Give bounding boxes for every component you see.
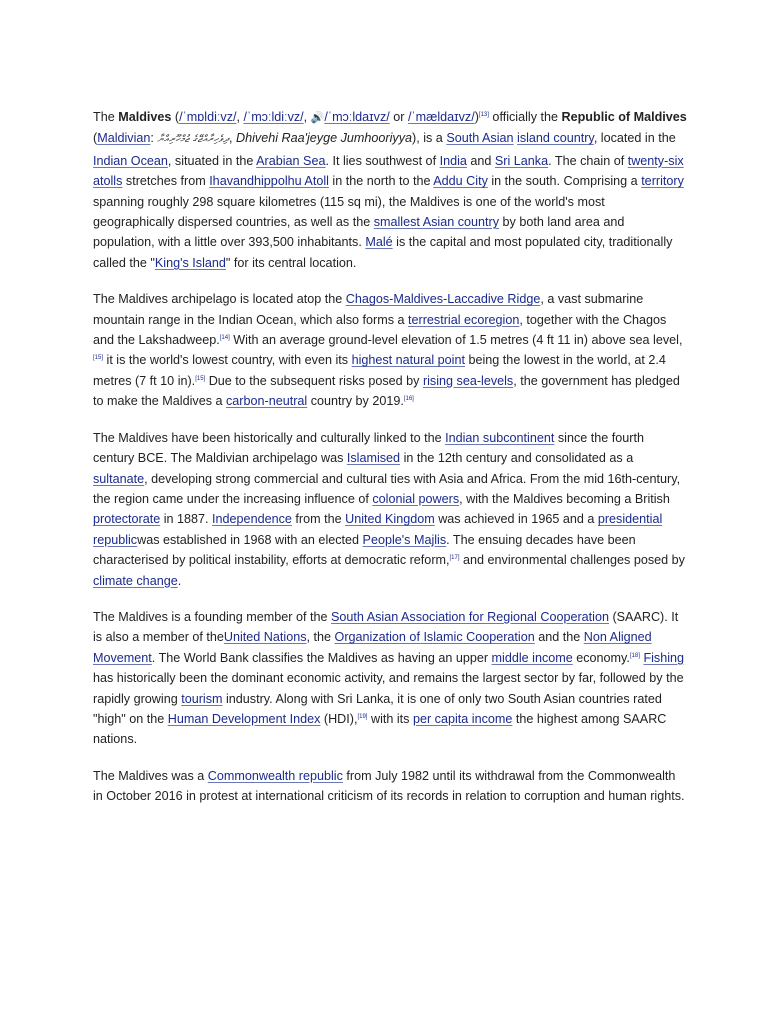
- text: , together with the Chagos and the Lakshadweep.: [93, 312, 667, 348]
- text: The Maldives archipelago is located atop the: [93, 292, 346, 307]
- link-middle-income[interactable]: middle income: [491, 650, 573, 665]
- link-ipa-2[interactable]: /ˈmɔːldiːvz/: [243, 110, 304, 124]
- text: , located in the: [593, 131, 676, 146]
- link-climate-change[interactable]: climate change: [93, 573, 178, 588]
- link-chagos-ridge[interactable]: Chagos-Maldives-Laccadive Ridge: [345, 292, 541, 307]
- text: and environmental challenges posed by: [459, 553, 685, 568]
- link-fishing[interactable]: Fishing: [643, 650, 685, 665]
- text: country by 2019.: [307, 394, 404, 409]
- text: it is the world's lowest country, with even its: [103, 353, 352, 368]
- text: Due to the subsequent risks posed by: [205, 373, 423, 388]
- text: in the 12th century and consolidated as a: [400, 451, 634, 466]
- text: ,: [303, 110, 311, 124]
- paragraph-commonwealth: [93, 766, 688, 807]
- link-sultanate[interactable]: sultanate: [93, 471, 145, 486]
- paragraph-history: [93, 428, 688, 591]
- text: in the north to the: [328, 174, 434, 189]
- citation-ref[interactable]: [18]: [629, 652, 640, 659]
- text: " for its central location.: [225, 255, 357, 270]
- link-south-asian[interactable]: South Asian: [446, 131, 514, 146]
- text: , the government has pledged to make the Maldives a: [93, 373, 680, 409]
- link-male[interactable]: Malé: [365, 235, 393, 250]
- text: (HDI),: [320, 711, 358, 726]
- text: ), is a: [412, 131, 447, 146]
- citation-ref[interactable]: [13]: [478, 111, 489, 118]
- speaker-icon[interactable]: 🔊: [310, 112, 325, 124]
- bold-term-maldives: Maldives: [118, 110, 172, 124]
- link-addu-city[interactable]: Addu City: [433, 174, 488, 189]
- text: industry. Along with Sri Lanka, it is one of only two South Asian countries rated "high" on the: [93, 691, 662, 726]
- text: since the fourth century BCE. The Maldivian archipelago was: [93, 430, 644, 466]
- link-india[interactable]: India: [439, 153, 467, 168]
- link-human-development-index[interactable]: Human Development Index: [167, 711, 321, 726]
- link-peoples-majlis[interactable]: People's Majlis: [362, 532, 447, 547]
- text: has historically been the dominant economic activity, and remains the largest sector by far, followed by the rapidly growing: [93, 671, 684, 706]
- link-sri-lanka[interactable]: Sri Lanka: [494, 153, 549, 168]
- text: , with the Maldives becoming a British: [459, 491, 670, 506]
- text: with its: [367, 711, 413, 726]
- text: . It lies southwest of: [325, 153, 440, 168]
- text: officially the: [488, 110, 562, 124]
- paragraph-intro: [93, 107, 688, 273]
- text: (: [93, 131, 98, 146]
- link-tourism[interactable]: tourism: [181, 691, 223, 706]
- link-indian-subcontinent[interactable]: Indian subcontinent: [445, 430, 555, 445]
- link-ipa-1[interactable]: /ˈmɒldiːvz/: [179, 110, 237, 124]
- text: , situated in the: [167, 153, 257, 168]
- link-presidential-republic[interactable]: presidential republic: [93, 512, 663, 547]
- link-island-country[interactable]: island country: [517, 131, 594, 146]
- paragraph-geography: [93, 289, 688, 411]
- link-carbon-neutral[interactable]: carbon-neutral: [226, 394, 308, 409]
- link-united-kingdom[interactable]: United Kingdom: [345, 512, 435, 527]
- text: being the lowest in the world, at 2.4 metres (7 ft 10 in).: [93, 353, 666, 388]
- text: ,: [236, 110, 244, 124]
- text: The Maldives have been historically and culturally linked to the: [93, 430, 446, 445]
- citation-ref[interactable]: [19]: [357, 713, 368, 720]
- text: With an average ground-level elevation of 1.5 metres (4 ft 11 in) above sea level,: [229, 333, 683, 348]
- link-islamised[interactable]: Islamised: [346, 451, 401, 466]
- dhivehi-name: Dhivehi Raa'jeyge Jumhooriyya: [236, 131, 413, 146]
- link-per-capita-income[interactable]: per capita income: [412, 711, 513, 726]
- bold-term-republic: Republic of Maldives: [561, 110, 687, 124]
- citation-ref[interactable]: [17]: [449, 554, 460, 561]
- text: ,: [229, 131, 236, 146]
- text: . The ensuing decades have been characterised by political instability, efforts at democratic reform,: [93, 532, 636, 568]
- link-rising-sea-levels[interactable]: rising sea-levels: [422, 373, 514, 388]
- link-ipa-3[interactable]: /ˈmɔːldaɪvz/: [324, 110, 390, 124]
- link-maldivian[interactable]: Maldivian: [97, 131, 151, 146]
- link-ihavandhippolhu-atoll[interactable]: Ihavandhippolhu Atoll: [209, 174, 329, 189]
- link-territory[interactable]: territory: [641, 174, 684, 189]
- link-kings-island[interactable]: King's Island: [154, 255, 226, 270]
- text: from the: [291, 512, 346, 527]
- link-independence[interactable]: Independence: [212, 512, 292, 527]
- link-arabian-sea[interactable]: Arabian Sea: [256, 153, 326, 168]
- link-indian-ocean[interactable]: Indian Ocean: [93, 153, 168, 168]
- text: was achieved in 1965 and a: [434, 512, 598, 527]
- link-highest-natural-point[interactable]: highest natural point: [351, 353, 465, 368]
- link-ipa-4[interactable]: /ˈmældaɪvz/: [407, 110, 475, 124]
- text: and the: [534, 630, 584, 645]
- text: in 1887.: [160, 512, 213, 527]
- paragraph-memberships: [93, 607, 688, 750]
- text: economy.: [572, 650, 630, 665]
- text: . The chain of: [548, 153, 628, 168]
- text: , a vast submarine mountain range in the Indian Ocean, which also forms a: [93, 292, 644, 327]
- link-twenty-six-atolls[interactable]: twenty-six atolls: [93, 153, 684, 189]
- link-saarc[interactable]: South Asian Association for Regional Cooperation: [331, 609, 609, 624]
- citation-ref[interactable]: [15]: [93, 355, 104, 362]
- link-organization-of-islamic-cooperation[interactable]: Organization of Islamic Cooperation: [334, 630, 535, 645]
- text: . The World Bank classifies the Maldives as having an upper: [151, 650, 492, 665]
- text: the highest among SAARC nations.: [93, 711, 667, 747]
- citation-ref[interactable]: [14]: [219, 334, 230, 341]
- text: was established in 1968 with an elected: [137, 532, 363, 547]
- link-commonwealth-republic[interactable]: Commonwealth republic: [207, 768, 343, 783]
- text: (SAARC). It is also a member of the: [93, 609, 679, 645]
- text: in the south. Comprising a: [487, 174, 642, 189]
- text: The Maldives is a founding member of the: [93, 609, 332, 624]
- text: , the: [306, 630, 335, 645]
- link-non-aligned-movement[interactable]: Non Aligned Movement: [93, 630, 652, 665]
- text: by both land area and population, with a little over 393,500 inhabitants.: [93, 215, 625, 250]
- text: (: [171, 110, 180, 124]
- link-protectorate[interactable]: protectorate: [93, 512, 161, 527]
- link-colonial-powers[interactable]: colonial powers: [372, 491, 460, 506]
- text: stretches from: [122, 174, 210, 189]
- text: and: [466, 153, 495, 168]
- text: :: [150, 131, 158, 146]
- text: , developing strong commercial and cultural ties with Asia and Africa. From the mid 16th-century, the region came under the increasing influence of: [93, 471, 681, 506]
- link-united-nations[interactable]: United Nations: [223, 630, 307, 645]
- text: is the capital and most populated city, traditionally called the ": [93, 235, 673, 270]
- text: spanning roughly 298 square kilometres (115 sq mi), the Maldives is one of the world's most geographically dispersed countries, as well as the: [93, 194, 605, 230]
- text: from July 1982 until its withdrawal from the Commonwealth in October 2016 in protest at international criticism of its records in relation to corruption and human rights.: [93, 768, 685, 804]
- text: The: [93, 110, 119, 124]
- text: .: [177, 573, 182, 588]
- citation-ref[interactable]: [15]: [195, 375, 206, 382]
- citation-ref[interactable]: [16]: [403, 396, 414, 403]
- text: or: [389, 110, 408, 124]
- text: ): [474, 110, 479, 124]
- link-smallest-asian-country[interactable]: smallest Asian country: [373, 215, 500, 230]
- text: The Maldives was a: [93, 768, 208, 783]
- link-terrestrial-ecoregion[interactable]: terrestrial ecoregion: [408, 312, 520, 327]
- thaana-script: ދިވެހިރާއްޖޭގެ ޖުމްހޫރިއްޔާ: [157, 134, 229, 146]
